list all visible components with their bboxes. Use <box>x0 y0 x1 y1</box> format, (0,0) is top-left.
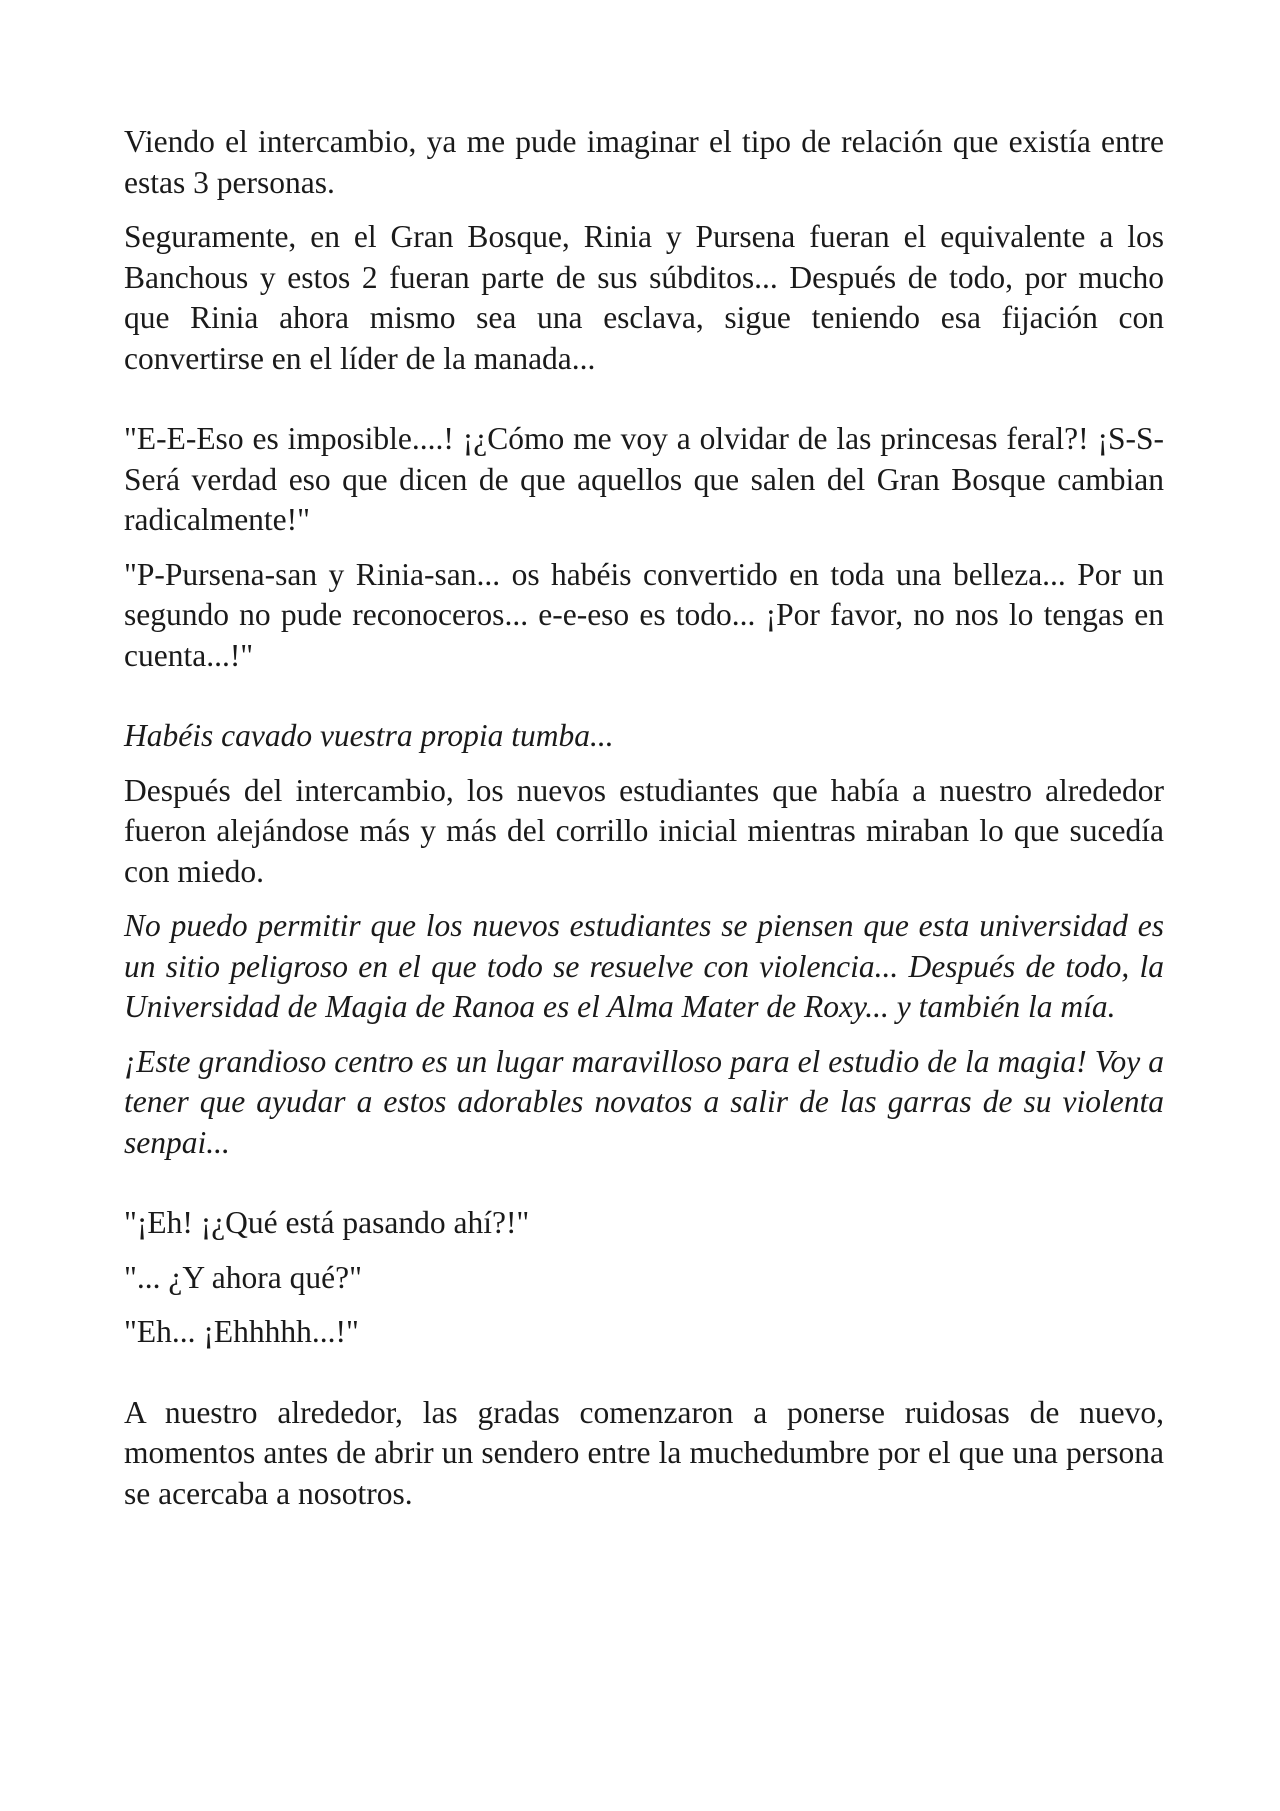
paragraph-8: ¡Este grandioso centro es un lugar maravilloso para el estudio de la magia! Voy a tener que ayudar a estos adorables novatos a salir de las garras de su violenta senpai... <box>124 1043 1164 1160</box>
paragraph-7: No puedo permitir que los nuevos estudiantes se piensen que esta universidad es un sitio peligroso en el que todo se resuelve con violencia... Después de todo, la Universidad de Magia de Ranoa es el Alma Mater de Roxy... y también la mía. <box>124 908 1164 1024</box>
paragraph-10: "... ¿Y ahora qué?" <box>124 1259 362 1295</box>
paragraph-3: "E-E-Eso es imposible....! ¡¿Cómo me voy a olvidar de las princesas feral?! ¡S-S-Será verdad eso que dicen de que aquellos que salen del Gran Bosque cambian radicalmente!" <box>124 421 1164 537</box>
paragraph-1: Viendo el intercambio, ya me pude imaginar el tipo de relación que existía entre estas 3 personas. <box>124 124 1164 200</box>
paragraph-6: Después del intercambio, los nuevos estudiantes que había a nuestro alrededor fueron alejándose más y más del corrillo inicial mientras miraban lo que sucedía con miedo. <box>124 772 1164 889</box>
paragraph-2: Seguramente, en el Gran Bosque, Rinia y Pursena fueran el equivalente a los Banchous y estos 2 fueran parte de sus súbditos... Después de todo, por mucho que Rinia ahora mismo sea una esclava, sigue teniendo esa fijación con convertirse en el líder de la manada... <box>124 219 1164 376</box>
paragraph-11: "Eh... ¡Ehhhhh...!" <box>124 1314 359 1349</box>
paragraph-4: "P-Pursena-san y Rinia-san... os habéis convertido en toda una belleza... Por un segundo no pude reconoceros... e-e-eso es todo... ¡Por favor, no nos lo tengas en cuenta...!" <box>124 556 1164 673</box>
paragraph-9: "¡Eh! ¡¿Qué está pasando ahí?!" <box>124 1205 530 1240</box>
document-page <box>124 122 1164 1528</box>
paragraph-5: Habéis cavado vuestra propia tumba... <box>124 718 614 753</box>
paragraph-12: A nuestro alrededor, las gradas comenzaron a ponerse ruidosas de nuevo, momentos antes de abrir un sendero entre la muchedumbre por el que una persona se acercaba a nosotros. <box>124 1394 1164 1511</box>
